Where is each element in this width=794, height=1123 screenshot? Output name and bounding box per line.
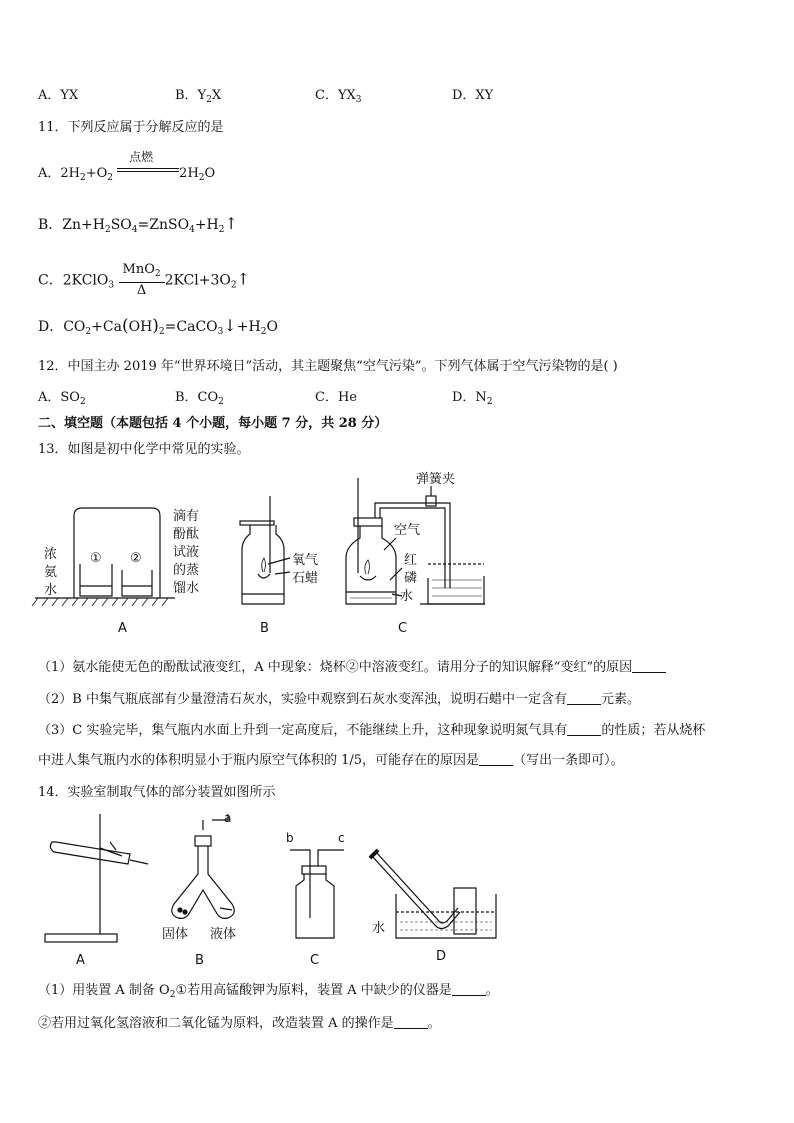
fig13c-label-air: 空气 bbox=[394, 523, 421, 538]
fig13a-label-right-4: 的蒸 bbox=[173, 563, 200, 578]
fig14c-label-c: c bbox=[338, 831, 345, 845]
fig14d-water-hatch bbox=[400, 922, 492, 930]
fig14d-label-water: 水 bbox=[372, 921, 386, 936]
fig13b-caption: B bbox=[260, 621, 269, 636]
fig13a-label-left-2: 氨 bbox=[44, 565, 58, 580]
q11-option-b: B．$Zn+H_2SO_4=ZnSO_4+H_2↑$ bbox=[38, 214, 238, 235]
fig14b-label-solid: 固体 bbox=[162, 927, 189, 942]
fig13b-label-oxygen: 氧气 bbox=[292, 553, 319, 568]
q14-stem: 14．实验室制取气体的部分装置如图所示 bbox=[38, 785, 276, 800]
fig13a-bubble-1: ① bbox=[90, 551, 102, 566]
q13-subquestion-3-cont: 中进人集气瓶内水的体积明显小于瓶内原空气体积的 1/5，可能存在的原因是 （写出一条即可）。 bbox=[38, 753, 624, 768]
fig13a-label-left-1: 浓 bbox=[44, 547, 58, 562]
q13-subquestion-1: （1）氨水能使无色的酚酞试液变红，A 中现象：烧杯②中溶液变红。请用分子的知识解释“变红”的原因 bbox=[38, 656, 666, 675]
fig13a-caption: A bbox=[118, 621, 127, 636]
fig13b-label-wax: 石蜡 bbox=[292, 571, 319, 586]
fig14d-caption: D bbox=[436, 949, 447, 964]
fig14b-label-a: a bbox=[224, 811, 232, 825]
q13-stem: 13．如图是初中化学中常见的实验。 bbox=[38, 442, 250, 457]
fig13a-label-right-2: 酚酞 bbox=[173, 527, 200, 542]
q10-option-a: A．YX bbox=[38, 88, 79, 103]
section-heading-fill-in: 二、填空题（本题包括 4 个小题，每小题 7 分，共 28 分） bbox=[38, 416, 388, 431]
fig13a-label-left-3: 水 bbox=[44, 583, 58, 598]
q10-option-b: B．$Y_2X$ bbox=[175, 88, 222, 105]
q11-option-c: C．2KClO$_3$ $\frac{MnO_2}{\Delta}$ $2KCl+3O_2↑$ bbox=[38, 262, 250, 298]
fig14c-label-b: b bbox=[286, 831, 294, 845]
fig13a-bubble-2: ② bbox=[130, 551, 142, 566]
fig13c-label-clip: 弹簧夹 bbox=[416, 472, 456, 487]
q14-subquestion-2: ②若用过氧化氢溶液和二氧化锰为原料，改造装置 A 的操作是 。 bbox=[38, 1016, 441, 1031]
q13-subquestion-2: （2）B 中集气瓶底部有少量澄清石灰水，实验中观察到石灰水变浑浊，说明石蜡中一定含有 元素。 bbox=[38, 692, 640, 707]
fig14c-apparatus bbox=[290, 850, 344, 938]
fig14d-apparatus bbox=[370, 850, 496, 938]
q12-option-b: B．$CO_2$ bbox=[175, 390, 224, 407]
q14-figure bbox=[40, 808, 510, 968]
fig14a-apparatus bbox=[45, 814, 148, 942]
fig14b-caption: B bbox=[195, 953, 204, 968]
q11-stem: 11．下列反应属于分解反应的是 bbox=[38, 120, 224, 135]
q11-option-a: A．$2H_2+O_2$ 点燃 $2H_2O$ bbox=[38, 150, 216, 183]
q10-option-c: C．$YX_3$ bbox=[315, 88, 362, 105]
fig13c-label-water: 水 bbox=[400, 589, 414, 604]
q10-option-d: D．XY bbox=[452, 88, 494, 103]
fig13a-label-right-1: 滴有 bbox=[173, 509, 200, 524]
q11-option-d: D．$CO_2+Ca(OH)_2=CaCO_3↓+H_2O$ bbox=[38, 316, 278, 337]
fig13a-label-right-3: 试液 bbox=[173, 545, 200, 560]
fig13c-label-red-2: 磷 bbox=[404, 571, 418, 586]
q12-option-d: D．$N_2$ bbox=[452, 390, 493, 407]
fig14c-caption: C bbox=[310, 953, 320, 968]
fig14b-apparatus bbox=[172, 814, 235, 918]
q12-stem: 12．中国主办 2019 年“世界环境日”活动，其主题聚焦“空气污染”。下列气体属于空气污染物的是( ) bbox=[38, 359, 618, 374]
fig13b-apparatus bbox=[240, 496, 290, 604]
fig13a-label-right-5: 馏水 bbox=[173, 581, 200, 596]
fig14a-caption: A bbox=[76, 953, 85, 968]
q13-figure bbox=[30, 468, 500, 640]
q12-option-a: A．$SO_2$ bbox=[38, 390, 86, 407]
q12-option-c: C．He bbox=[315, 390, 357, 405]
fig14b-label-liquid: 液体 bbox=[210, 927, 237, 942]
q14-subquestion-1: （1）用装置 A 制备 $O_2①$若用高锰酸钾为原料，装置 A 中缺少的仪器是 。 bbox=[38, 983, 499, 1000]
q13-subquestion-3: （3）C 实验完毕，集气瓶内水面上升到一定高度后，不能继续上升，这种现象说明氮气具有 的性质；若从烧杯 bbox=[38, 723, 706, 738]
fig13c-label-red-1: 红 bbox=[404, 553, 418, 568]
fig13c-caption: C bbox=[398, 621, 408, 636]
